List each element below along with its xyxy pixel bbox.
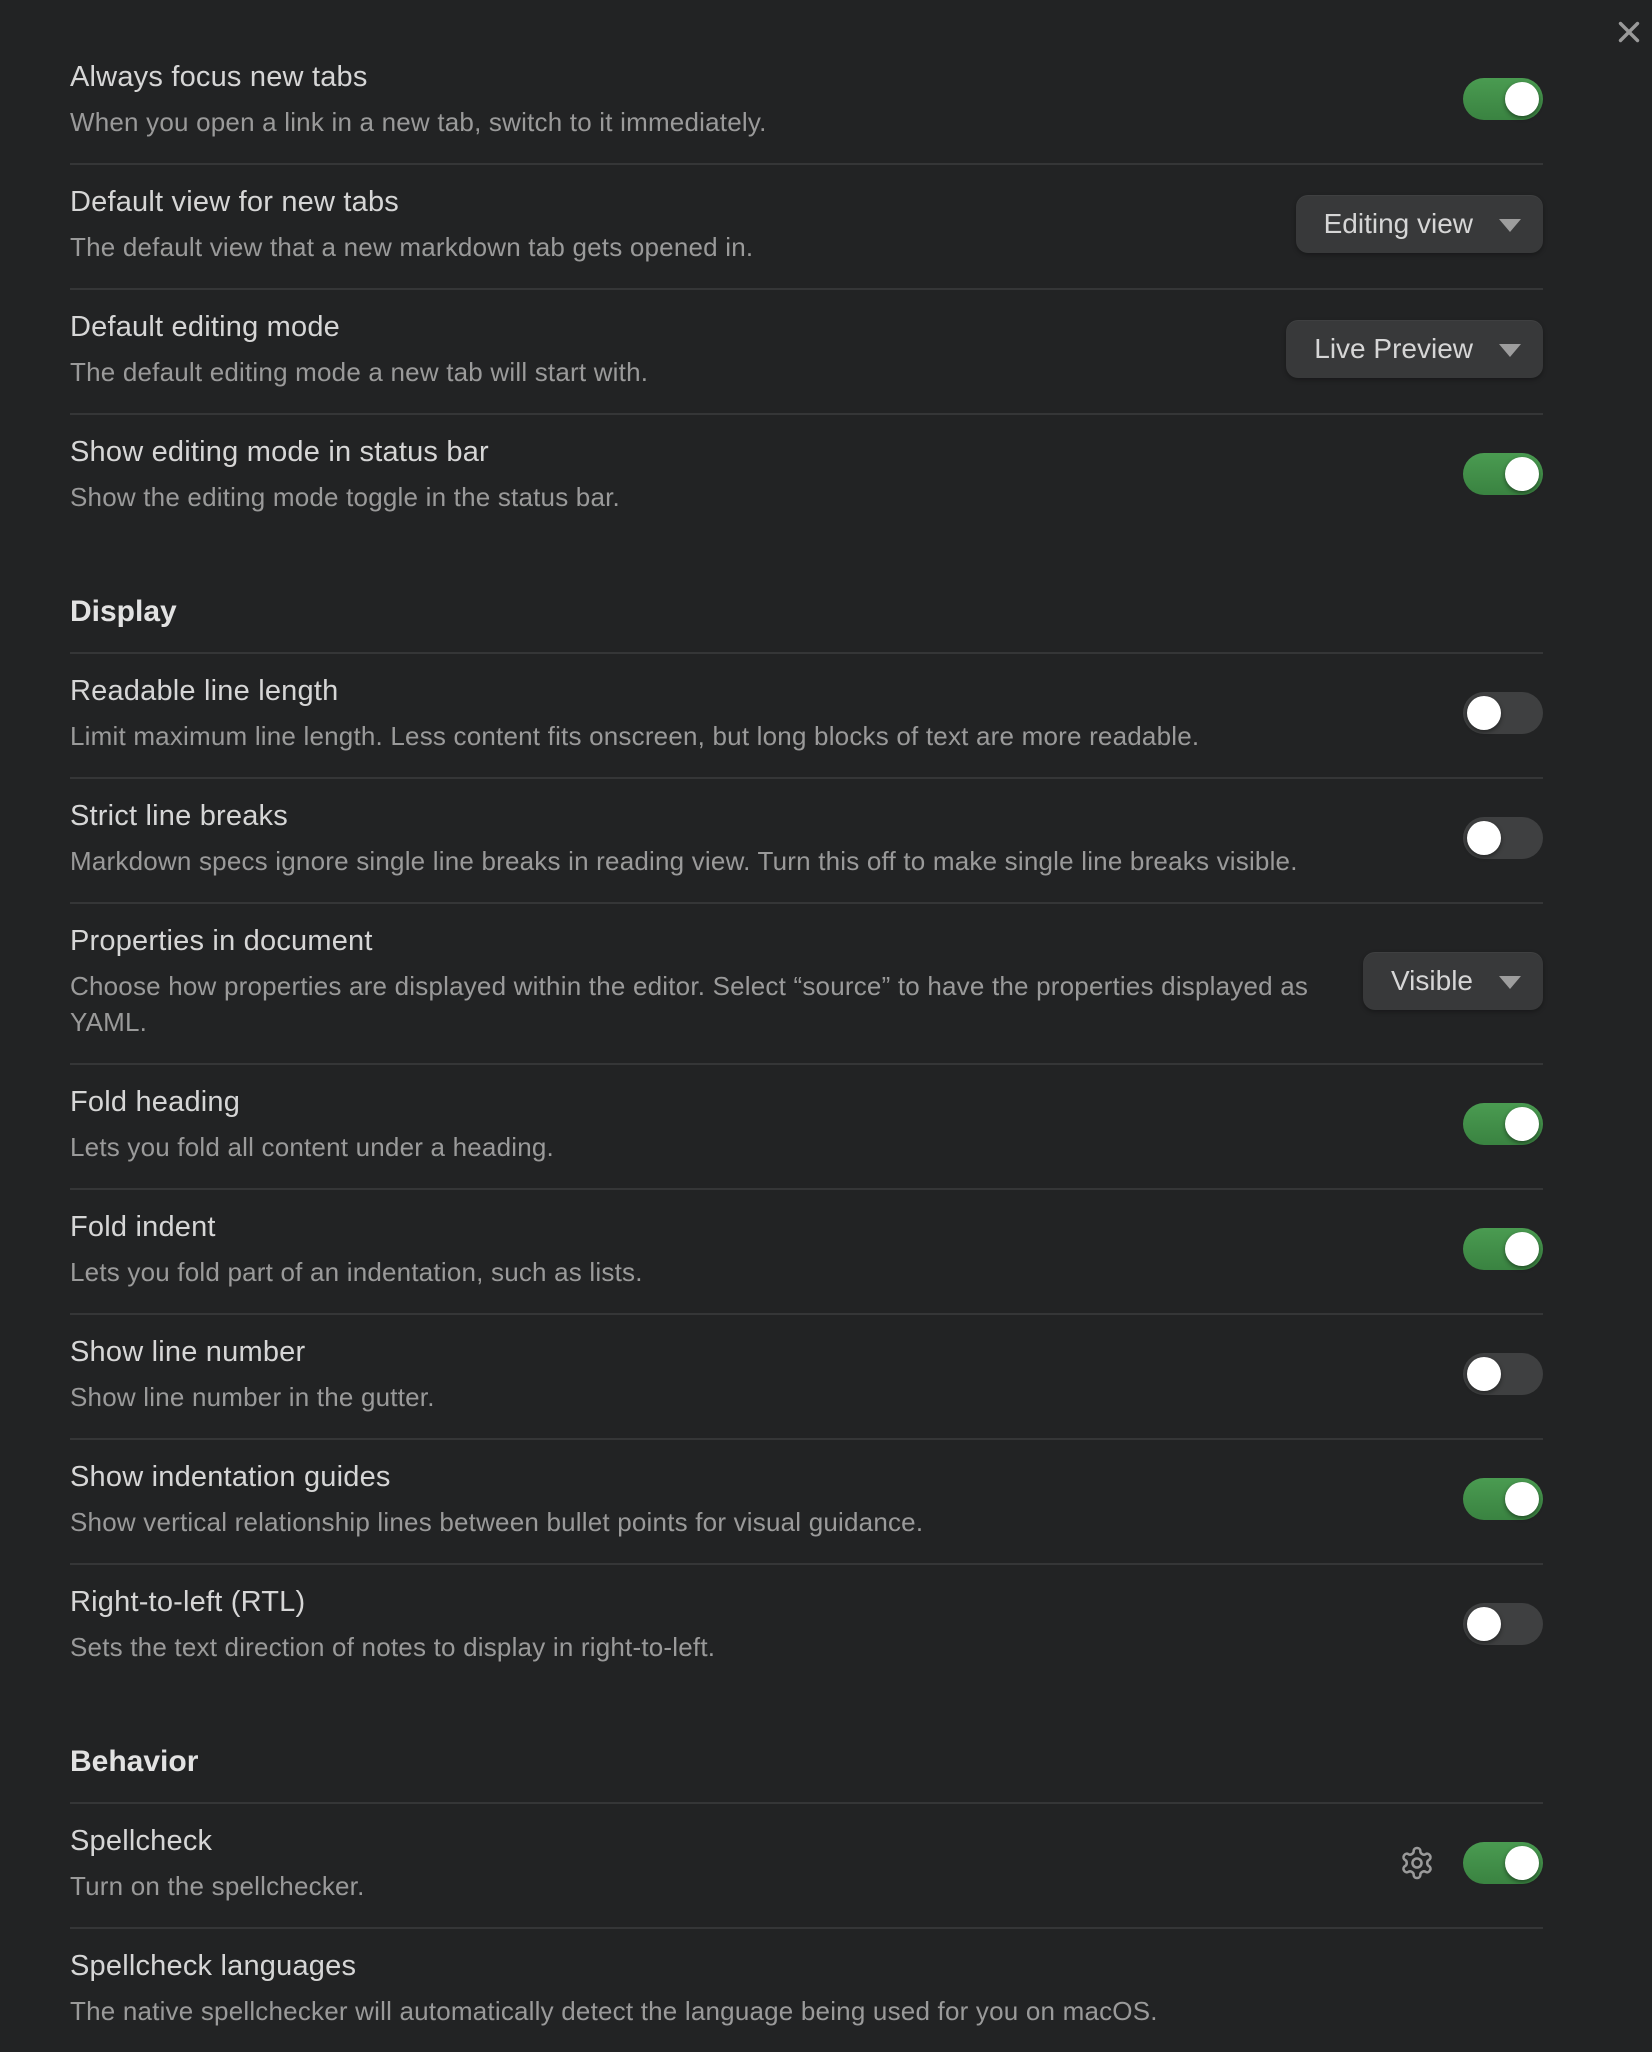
dropdown-selected-value: Visible	[1391, 965, 1473, 996]
setting-title: Fold indent	[70, 1211, 216, 1243]
setting-row-spellcheck-languages	[70, 1927, 1543, 2052]
setting-title: Show line number	[70, 1336, 306, 1368]
setting-description: The native spellchecker will automatically detect the language being used for you on macOS.	[70, 1996, 1158, 2026]
setting-row-default-view-for-new-tabs	[70, 163, 1543, 288]
setting-info-always-focus-new-tabs	[70, 58, 1435, 140]
toggle-knob	[1467, 821, 1501, 855]
setting-info-spellcheck-languages	[70, 1947, 1543, 2029]
toggle-readable-line-length[interactable]	[1463, 692, 1543, 734]
dropdown-selected-value: Editing view	[1323, 208, 1473, 239]
dropdown-properties-in-document[interactable]	[1363, 952, 1543, 1010]
setting-description: When you open a link in a new tab, switch to it immediately.	[70, 107, 767, 137]
toggle-show-line-number[interactable]	[1463, 1353, 1543, 1395]
setting-control	[1463, 817, 1543, 859]
setting-description: Sets the text direction of notes to display in right-to-left.	[70, 1632, 716, 1662]
setting-description: Show the editing mode toggle in the status bar.	[70, 482, 620, 512]
setting-info-properties-in-document	[70, 922, 1335, 1040]
setting-title: Spellcheck languages	[70, 1950, 357, 1982]
setting-row-default-editing-mode	[70, 288, 1543, 413]
section-heading-display: Display	[70, 595, 177, 628]
toggle-knob	[1505, 1482, 1539, 1516]
gear-icon[interactable]	[1399, 1845, 1435, 1881]
setting-title: Properties in document	[70, 925, 373, 957]
toggle-knob	[1505, 82, 1539, 116]
setting-row-properties-in-document	[70, 902, 1543, 1063]
setting-description: Lets you fold all content under a heading.	[70, 1132, 554, 1162]
setting-description: The default editing mode a new tab will start with.	[70, 357, 649, 387]
setting-row-show-line-number	[70, 1313, 1543, 1438]
toggle-knob	[1467, 1607, 1501, 1641]
toggle-fold-heading[interactable]	[1463, 1103, 1543, 1145]
chevron-down-icon	[1499, 344, 1521, 357]
setting-info-show-line-number	[70, 1333, 1435, 1415]
settings-sections	[70, 40, 1543, 2052]
toggle-knob	[1505, 1107, 1539, 1141]
setting-control	[1463, 1353, 1543, 1395]
setting-row-fold-indent	[70, 1188, 1543, 1313]
setting-info-strict-line-breaks	[70, 797, 1435, 879]
setting-row-show-indentation-guides	[70, 1438, 1543, 1563]
setting-info-readable-line-length	[70, 672, 1435, 754]
setting-control	[1463, 1603, 1543, 1645]
dropdown-default-editing-mode[interactable]	[1286, 320, 1543, 378]
setting-description: Show line number in the gutter.	[70, 1382, 435, 1412]
chevron-down-icon	[1499, 976, 1521, 989]
setting-description: Limit maximum line length. Less content fits onscreen, but long blocks of text are more readable.	[70, 721, 1200, 751]
setting-info-spellcheck	[70, 1822, 1371, 1904]
chevron-down-icon	[1499, 219, 1521, 232]
setting-title: Always focus new tabs	[70, 61, 368, 93]
toggle-right-to-left-rtl[interactable]	[1463, 1603, 1543, 1645]
toggle-always-focus-new-tabs[interactable]	[1463, 78, 1543, 120]
setting-control	[1463, 78, 1543, 120]
setting-title: Show indentation guides	[70, 1461, 391, 1493]
setting-title: Strict line breaks	[70, 800, 288, 832]
setting-title: Fold heading	[70, 1086, 241, 1118]
setting-info-fold-heading	[70, 1083, 1435, 1165]
setting-title: Default editing mode	[70, 311, 340, 343]
toggle-knob	[1467, 1357, 1501, 1391]
setting-row-strict-line-breaks	[70, 777, 1543, 902]
setting-info-default-editing-mode	[70, 308, 1258, 390]
setting-info-show-editing-mode-in-status-bar	[70, 433, 1435, 515]
setting-description: Turn on the spellchecker.	[70, 1871, 365, 1901]
toggle-fold-indent[interactable]	[1463, 1228, 1543, 1270]
close-icon[interactable]	[1612, 12, 1652, 52]
toggle-show-editing-mode-in-status-bar[interactable]	[1463, 453, 1543, 495]
setting-info-default-view-for-new-tabs	[70, 183, 1268, 265]
setting-description: Choose how properties are displayed within the editor. Select “source” to have the properties displayed as YAML.	[70, 971, 1309, 1037]
setting-title: Spellcheck	[70, 1825, 213, 1857]
toggle-spellcheck[interactable]	[1463, 1842, 1543, 1884]
setting-control	[1463, 1228, 1543, 1270]
dropdown-selected-value: Live Preview	[1314, 333, 1473, 364]
setting-info-show-indentation-guides	[70, 1458, 1435, 1540]
dropdown-default-view-for-new-tabs[interactable]	[1296, 195, 1543, 253]
setting-control	[1463, 1478, 1543, 1520]
setting-description: The default view that a new markdown tab gets opened in.	[70, 232, 754, 262]
setting-control	[1399, 1842, 1543, 1884]
setting-title: Show editing mode in status bar	[70, 436, 489, 468]
setting-row-fold-heading	[70, 1063, 1543, 1188]
setting-control	[1463, 453, 1543, 495]
setting-row-always-focus-new-tabs	[70, 40, 1543, 163]
setting-title: Default view for new tabs	[70, 186, 399, 218]
toggle-show-indentation-guides[interactable]	[1463, 1478, 1543, 1520]
setting-row-readable-line-length	[70, 652, 1543, 777]
toggle-knob	[1505, 1232, 1539, 1266]
setting-info-fold-indent	[70, 1208, 1435, 1290]
toggle-knob	[1505, 457, 1539, 491]
setting-description: Lets you fold part of an indentation, such as lists.	[70, 1257, 643, 1287]
setting-control	[1463, 1103, 1543, 1145]
setting-row-right-to-left-rtl	[70, 1563, 1543, 1688]
setting-description: Markdown specs ignore single line breaks in reading view. Turn this off to make single line breaks visible.	[70, 846, 1298, 876]
setting-control	[1296, 195, 1543, 253]
setting-title: Readable line length	[70, 675, 339, 707]
setting-title: Right-to-left (RTL)	[70, 1586, 306, 1618]
toggle-knob	[1467, 696, 1501, 730]
setting-row-spellcheck	[70, 1802, 1543, 1927]
toggle-strict-line-breaks[interactable]	[1463, 817, 1543, 859]
setting-description: Show vertical relationship lines between bullet points for visual guidance.	[70, 1507, 924, 1537]
toggle-knob	[1505, 1846, 1539, 1880]
setting-control	[1363, 952, 1543, 1010]
section-heading-behavior: Behavior	[70, 1745, 199, 1778]
setting-row-show-editing-mode-in-status-bar	[70, 413, 1543, 538]
setting-info-right-to-left-rtl	[70, 1583, 1435, 1665]
setting-control	[1286, 320, 1543, 378]
setting-control	[1463, 692, 1543, 734]
